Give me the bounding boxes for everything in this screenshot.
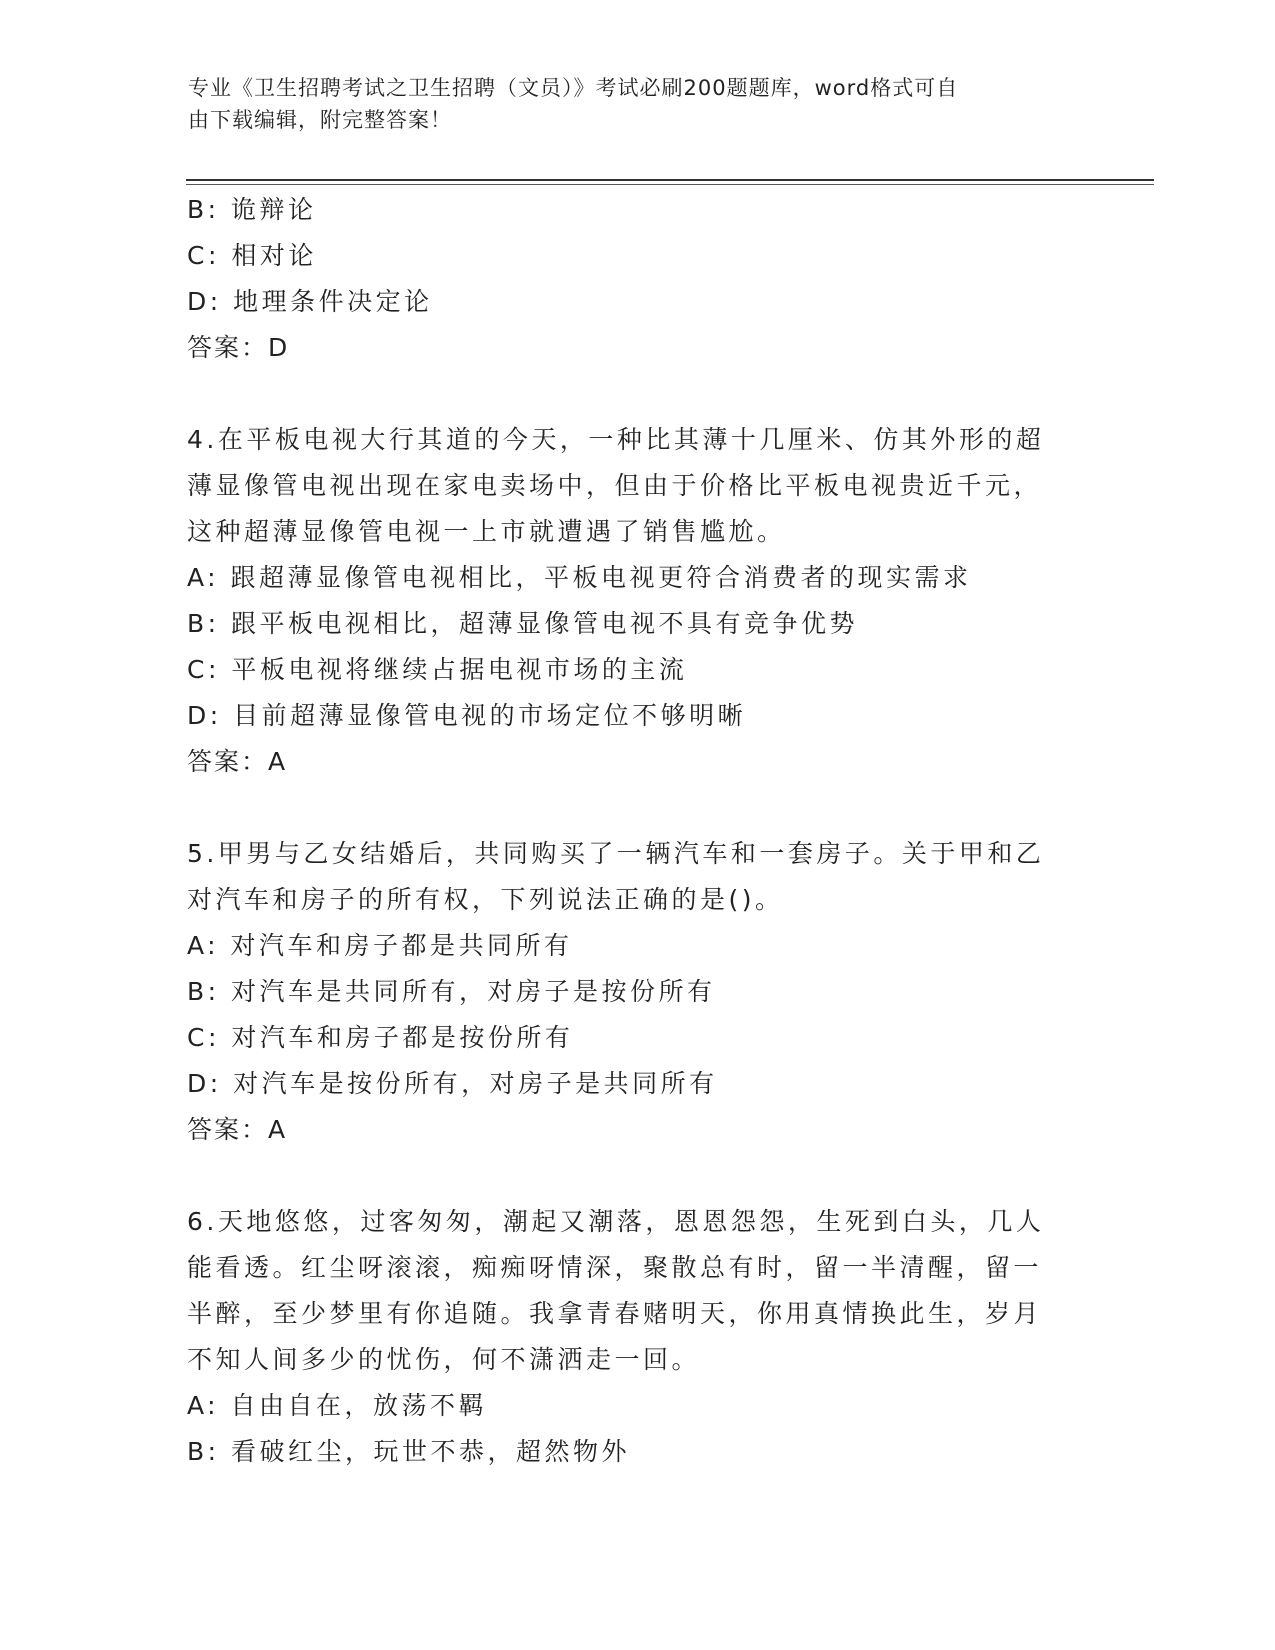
question-text-line: 能看透。红尘呀滚滚，痴痴呀情深，聚散总有时，留一半清醒，留一 bbox=[187, 1253, 1043, 1282]
option-a: A: 对汽车和房子都是共同所有 bbox=[187, 931, 573, 960]
question-5 bbox=[187, 831, 1067, 1153]
header-line-2: 由下载编辑，附完整答案！ bbox=[188, 108, 452, 132]
option-c: C: 对汽车和房子都是按份所有 bbox=[187, 1023, 574, 1052]
option-c: C: 相对论 bbox=[187, 241, 317, 270]
question-text-line: 6.天地悠悠，过客匆匆，潮起又潮落，恩恩怨怨，生死到白头，几人 bbox=[187, 1207, 1045, 1236]
document-body bbox=[187, 187, 1067, 1475]
option-b: B: 跟平板电视相比，超薄显像管电视不具有竞争优势 bbox=[187, 609, 859, 638]
option-c: C: 平板电视将继续占据电视市场的主流 bbox=[187, 655, 688, 684]
header-divider-thick bbox=[186, 179, 1154, 181]
question-text-line: 4.在平板电视大行其道的今天，一种比其薄十几厘米、仿其外形的超 bbox=[187, 425, 1045, 454]
question-4 bbox=[187, 417, 1067, 785]
option-a: A: 自由自在，放荡不羁 bbox=[187, 1391, 488, 1420]
question-text-line: 不知人间多少的忧伤，何不潇洒走一回。 bbox=[187, 1345, 701, 1374]
document-header bbox=[188, 72, 1068, 136]
answer-line: 答案：A bbox=[187, 747, 288, 776]
option-d: D: 目前超薄显像管电视的市场定位不够明晰 bbox=[187, 701, 747, 730]
option-d: D: 地理条件决定论 bbox=[187, 287, 433, 316]
option-a: A: 跟超薄显像管电视相比，平板电视更符合消费者的现实需求 bbox=[187, 563, 972, 592]
option-b: B: 看破红尘，玩世不恭，超然物外 bbox=[187, 1437, 631, 1466]
question-text-line: 薄显像管电视出现在家电卖场中，但由于价格比平板电视贵近千元， bbox=[187, 471, 1043, 500]
header-line-1: 专业《卫生招聘考试之卫生招聘（文员）》考试必刷200题题库，word格式可自 bbox=[188, 76, 959, 100]
question-text-line: 5.甲男与乙女结婚后，共同购买了一辆汽车和一套房子。关于甲和乙 bbox=[187, 839, 1045, 868]
question-6 bbox=[187, 1199, 1067, 1475]
answer-line: 答案：D bbox=[187, 333, 290, 362]
option-b: B: 对汽车是共同所有，对房子是按份所有 bbox=[187, 977, 716, 1006]
question-text-line: 这种超薄显像管电视一上市就遭遇了销售尴尬。 bbox=[187, 517, 786, 546]
answer-line: 答案：A bbox=[187, 1115, 288, 1144]
question-text-line: 半醉，至少梦里有你追随。我拿青春赌明天，你用真情换此生，岁月 bbox=[187, 1299, 1043, 1328]
question-text-line: 对汽车和房子的所有权，下列说法正确的是()。 bbox=[187, 885, 784, 914]
question-3-continued bbox=[187, 187, 1067, 371]
option-d: D: 对汽车是按份所有，对房子是共同所有 bbox=[187, 1069, 718, 1098]
option-b: B: 诡辩论 bbox=[187, 195, 317, 224]
header-divider-thin bbox=[186, 184, 1154, 185]
